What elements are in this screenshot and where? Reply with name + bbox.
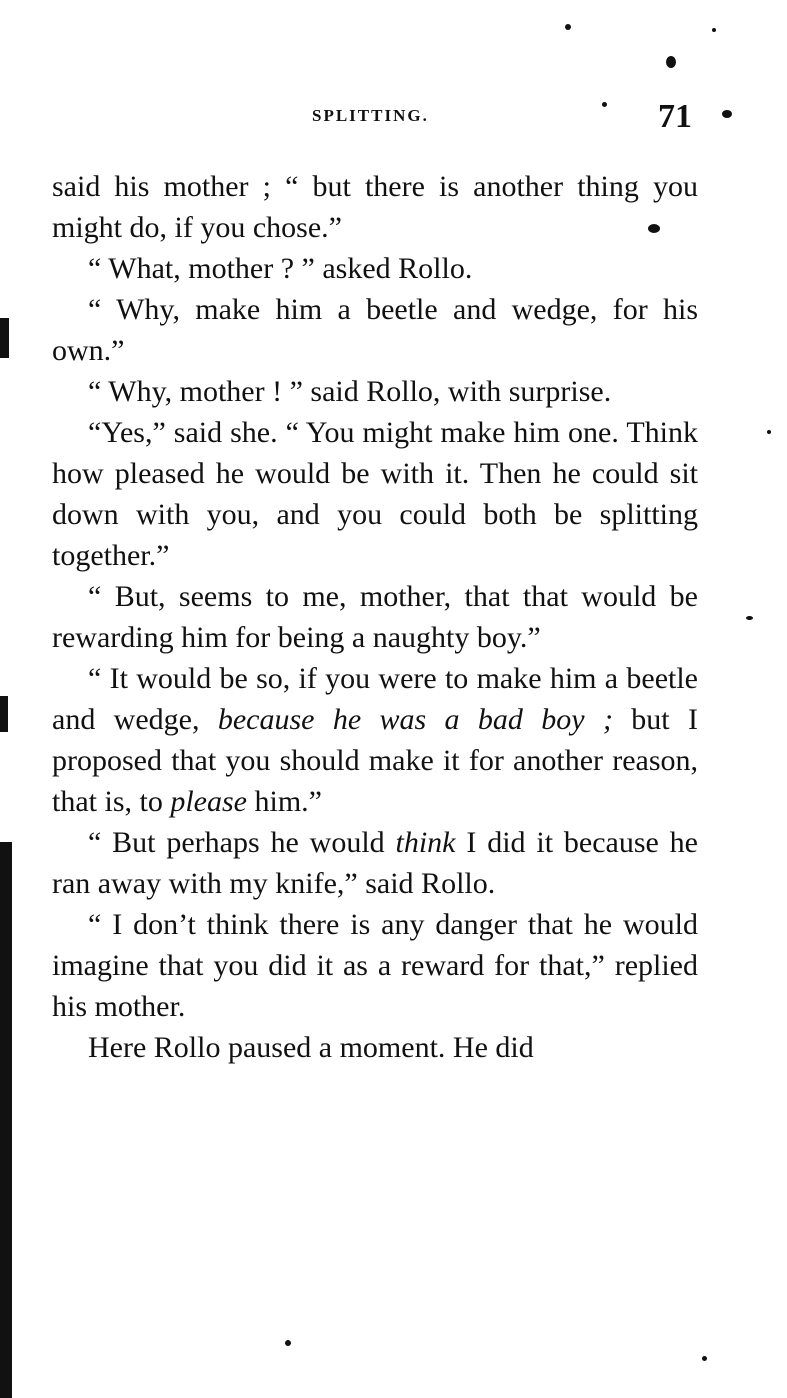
text-run: Here Rollo paused a moment. He did bbox=[88, 1031, 534, 1064]
text-run: him.” bbox=[246, 785, 322, 818]
text-run: but I proposed that you should make it for another reason, that is, to bbox=[52, 703, 698, 818]
scan-edge-mark bbox=[0, 696, 8, 732]
paragraph bbox=[52, 1027, 698, 1068]
paragraph bbox=[52, 248, 698, 289]
scan-speck bbox=[722, 110, 732, 118]
scan-speck bbox=[666, 56, 676, 68]
italic-text: think bbox=[395, 826, 456, 859]
scan-speck bbox=[767, 430, 771, 434]
paragraph bbox=[52, 412, 698, 576]
paragraph bbox=[52, 576, 698, 658]
paragraph bbox=[52, 658, 698, 822]
scan-speck bbox=[648, 224, 660, 233]
text-run: said his mother ; “ but there is another thing you might do, if you chose.” bbox=[52, 170, 698, 244]
scan-speck bbox=[285, 1340, 291, 1346]
scan-speck bbox=[565, 24, 571, 30]
chapter-title: SPLITTING. bbox=[312, 106, 429, 125]
text-run: “ What, mother ? ” asked Rollo. bbox=[88, 252, 473, 285]
text-run: I did it because he ran away with my knife,” said Rollo. bbox=[52, 826, 698, 900]
page-number: 71 bbox=[658, 98, 692, 135]
scan-speck bbox=[602, 102, 607, 107]
paragraph bbox=[52, 904, 698, 1027]
scan-edge-mark bbox=[0, 318, 9, 358]
scan-edge-mark bbox=[0, 842, 12, 1398]
italic-text: please bbox=[170, 785, 247, 818]
body-text bbox=[52, 166, 698, 1068]
scan-speck bbox=[746, 616, 753, 620]
text-run: “ But perhaps he would bbox=[88, 826, 396, 859]
text-run: “ But, seems to me, mother, that that would be rewarding him for being a naughty boy.” bbox=[52, 580, 698, 654]
paragraph bbox=[52, 822, 698, 904]
paragraph bbox=[52, 166, 698, 248]
text-run: “ It would be so, if you were to make him a beetle and wedge, bbox=[52, 662, 698, 736]
paragraph bbox=[52, 371, 698, 412]
scan-speck bbox=[702, 1356, 707, 1361]
paragraph bbox=[52, 289, 698, 371]
running-head bbox=[0, 98, 787, 135]
text-run: “ I don’t think there is any danger that he would imagine that you did it as a reward for that,” replied his mother. bbox=[52, 908, 698, 1023]
text-run: “ Why, mother ! ” said Rollo, with surprise. bbox=[88, 375, 612, 408]
text-run: “Yes,” said she. “ You might make him one. Think how pleased he would be with it. Then he could sit down with you, and you could both be splitting together.” bbox=[52, 416, 698, 572]
text-run: “ Why, make him a beetle and wedge, for his own.” bbox=[52, 293, 698, 367]
scan-speck bbox=[712, 28, 716, 32]
italic-text: because he was a bad boy ; bbox=[217, 703, 613, 736]
